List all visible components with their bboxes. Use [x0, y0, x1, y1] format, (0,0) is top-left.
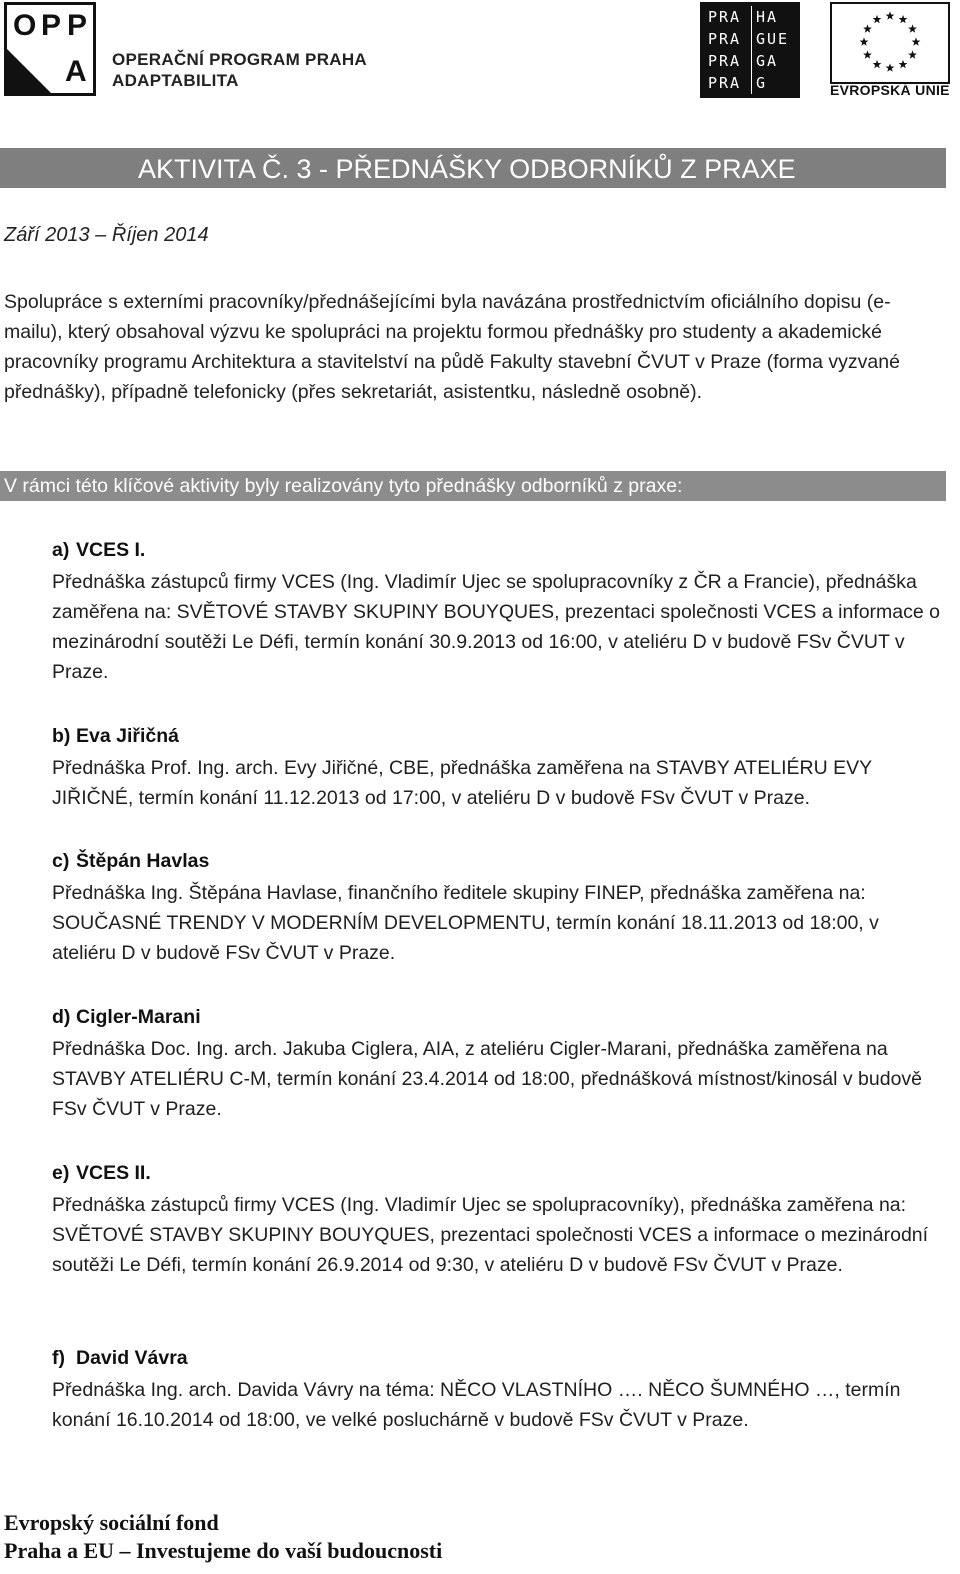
eu-stars-icon: [832, 4, 948, 82]
eu-flag-logo: [830, 2, 950, 84]
lecture-item: [52, 1343, 946, 1435]
lecture-marker: d): [52, 1006, 71, 1028]
lecture-description: Přednáška Prof. Ing. arch. Evy Jiřičné, CBE, přednáška zaměřena na STAVBY ATELIÉRU EVY JIŘIČNÉ, termín konání 11.12.2013 od 17:00, v ateliéru D v budově FSv ČVUT v Praze.: [52, 757, 872, 809]
lecture-heading: [52, 1002, 946, 1032]
eu-star-icon: [860, 37, 869, 45]
eu-star-icon: [899, 15, 908, 23]
lecture-item: [52, 846, 946, 968]
praha-logo-row: PRA GA: [708, 52, 779, 70]
lecture-marker: b): [52, 725, 71, 747]
opp-letter: P: [41, 9, 62, 42]
lecture-marker: f): [52, 1347, 65, 1369]
lecture-heading: [52, 1158, 946, 1188]
footer-line2: Praha a EU – Investujeme do vaší budoucnosti: [4, 1538, 443, 1563]
lecture-item: [52, 535, 946, 687]
praha-logo-row: PRA HA: [708, 8, 779, 26]
lecture-name: Cigler-Marani: [76, 1006, 201, 1028]
lecture-item: [52, 1158, 946, 1280]
lecture-description: Přednáška Doc. Ing. arch. Jakuba Ciglera, AIA, z ateliéru Cigler-Marani, přednáška zaměřena na STAVBY ATELIÉRU C-M, termín konání 23.4.2014 od 18:00, přednášková místnost/kinosál v budově FSv ČVUT v Praze.: [52, 1038, 923, 1120]
opp-name-line1: OPERAČNÍ PROGRAM PRAHA: [112, 50, 368, 69]
eu-star-icon: [886, 63, 895, 71]
lecture-item: [52, 1002, 946, 1124]
eu-star-icon: [899, 60, 908, 68]
praha-logo: [700, 2, 800, 98]
lecture-description: Přednáška Ing. arch. Davida Vávry na téma: NĚCO VLASTNÍHO …. NĚCO ŠUMNÉHO …, termín konání 16.10.2014 od 18:00, ve velké posluchárně v budově FSv ČVUT v Praze.: [52, 1379, 901, 1431]
eu-star-icon: [912, 37, 921, 45]
lecture-item: [52, 721, 946, 813]
opp-letter: P: [67, 9, 88, 42]
opp-letter: O: [13, 9, 37, 42]
eu-star-icon: [863, 24, 872, 32]
praha-logo-row: PRA GUE: [708, 30, 790, 48]
eu-star-icon: [863, 50, 872, 58]
eu-star-icon: [873, 60, 882, 68]
lecture-heading: [52, 1343, 946, 1373]
eu-star-icon: [873, 15, 882, 23]
opp-name-line2: ADAPTABILITA: [112, 71, 239, 90]
lecture-heading: [52, 721, 946, 751]
eu-star-icon: [908, 24, 917, 32]
lecture-name: Eva Jiřičná: [76, 725, 179, 747]
lecture-name: VCES II.: [76, 1162, 151, 1184]
intro-paragraph: Spolupráce s externími pracovníky/přednášejícími byla navázána prostřednictvím oficiálního dopisu (e-mailu), který obsahoval výzvu ke spolupráci na projektu formou přednášky pro studenty a akademické pracovníky programu Architektura a stavitelství na půdě Fakulty stavební ČVUT v Praze (forma vyzvané přednášky), případně telefonicky (přes sekretariát, asistentku, následně osobně).: [4, 291, 900, 403]
praha-logo-row: PRA G: [708, 74, 768, 92]
lecture-heading: [52, 846, 946, 876]
lecture-marker: a): [52, 539, 70, 561]
eu-label: EVROPSKÁ UNIE: [830, 82, 950, 98]
section-heading: V rámci této klíčové aktivity byly realizovány tyto přednášky odborníků z praxe:: [4, 475, 683, 497]
lecture-description: Přednáška Ing. Štěpána Havlase, finančního ředitele skupiny FINEP, přednáška zaměřena na: SOUČASNÉ TRENDY V MODERNÍM DEVELOPMENTU, termín konání 18.11.2013 od 18:00, v ateliéru D v budově FSv ČVUT v Praze.: [52, 882, 879, 964]
lecture-name: Štěpán Havlas: [76, 850, 210, 872]
period: Září 2013 – Říjen 2014: [4, 224, 209, 246]
lecture-marker: e): [52, 1162, 70, 1184]
lecture-name: David Vávra: [76, 1347, 188, 1369]
lecture-description: Přednáška zástupců firmy VCES (Ing. Vladimír Ujec se spolupracovníky z ČR a Francie), přednáška zaměřena na: SVĚTOVÉ STAVBY SKUPINY BOUYQUES, prezentaci společnosti VCES a informace o mezinárodní soutěži Le Défi, termín konání 30.9.2013 od 16:00, v ateliéru D v budově FSv ČVUT v Praze.: [52, 571, 941, 683]
lecture-name: VCES I.: [76, 539, 146, 561]
eu-star-icon: [908, 50, 917, 58]
eu-star-icon: [886, 11, 895, 19]
lecture-marker: c): [52, 850, 70, 872]
opp-logo: [4, 2, 96, 96]
footer-line1: Evropský sociální fond: [4, 1510, 219, 1535]
lecture-heading: [52, 535, 946, 565]
lecture-description: Přednáška zástupců firmy VCES (Ing. Vladimír Ujec se spolupracovníky), přednáška zaměřena na: SVĚTOVÉ STAVBY SKUPINY BOUYQUES, prezentaci společnosti VCES a informace o mezinárodní soutěži Le Défi, termín konání 26.9.2014 od 9:30, v ateliéru D v budově FSv ČVUT v Praze.: [52, 1194, 929, 1276]
page-title: AKTIVITA Č. 3 - PŘEDNÁŠKY ODBORNÍKŮ Z PRAXE: [138, 154, 796, 184]
opp-letter: A: [65, 55, 87, 88]
